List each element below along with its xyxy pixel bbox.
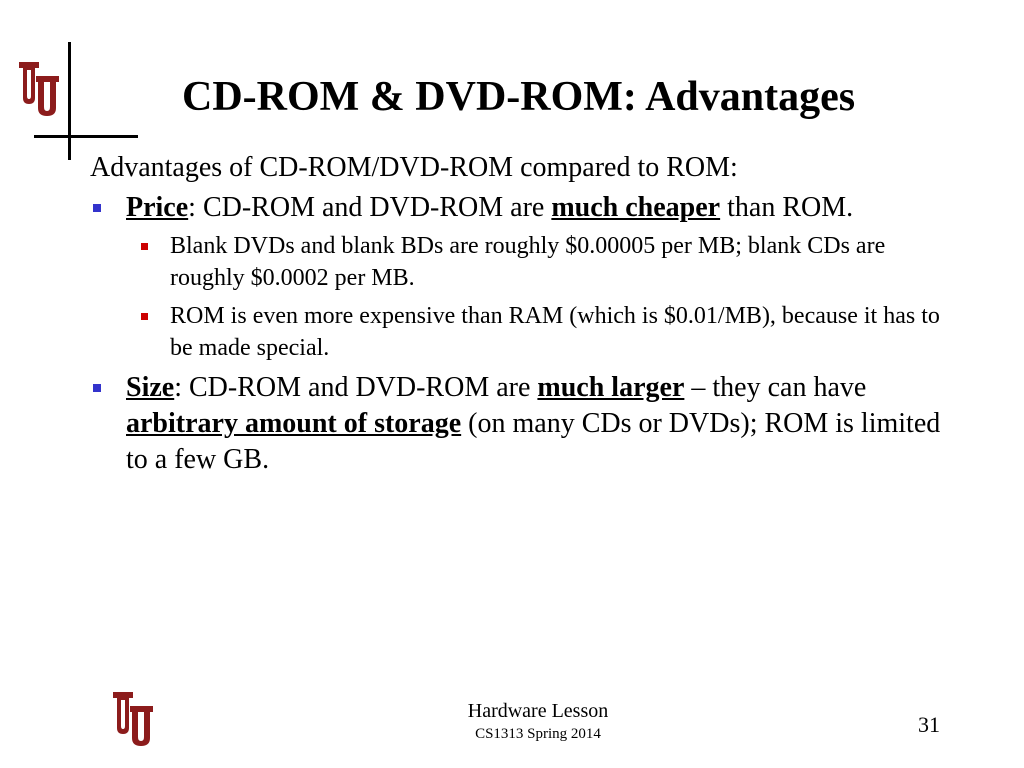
slide-title: CD-ROM & DVD-ROM: Advantages bbox=[182, 74, 856, 120]
footer-lesson: Hardware Lesson bbox=[467, 700, 609, 722]
bullet-size bbox=[90, 370, 950, 478]
sub-bullet-text: ROM is even more expensive than RAM (which is $0.01/MB), because it has to be made special. bbox=[170, 303, 940, 361]
emphasis-much-larger: much larger bbox=[537, 372, 685, 403]
title-divider-vertical bbox=[68, 42, 71, 160]
bullet-text: – they can have bbox=[684, 372, 867, 403]
footer-course: CS1313 Spring 2014 bbox=[475, 726, 601, 742]
sub-bullet-square-icon bbox=[141, 313, 148, 320]
bullet-text: than ROM. bbox=[720, 192, 854, 223]
bullet-text: : CD-ROM and DVD-ROM are bbox=[174, 372, 538, 403]
bullet-square-icon bbox=[93, 204, 101, 212]
keyword-size: Size bbox=[126, 372, 175, 403]
oklahoma-ou-logo-icon bbox=[16, 58, 62, 120]
bullet-text: : CD-ROM and DVD-ROM are bbox=[188, 192, 552, 223]
bullet-square-icon bbox=[93, 384, 101, 392]
emphasis-much-cheaper: much cheaper bbox=[551, 192, 721, 223]
page-number: 31 bbox=[918, 712, 940, 737]
oklahoma-ou-logo-icon bbox=[110, 688, 156, 750]
sub-bullet-square-icon bbox=[141, 243, 148, 250]
keyword-price: Price bbox=[126, 192, 189, 223]
title-divider-horizontal bbox=[34, 135, 138, 138]
bullet-text: (on many CDs or DVDs); ROM is limited to a few GB. bbox=[126, 408, 941, 475]
sub-bullet-rom-cost bbox=[90, 300, 950, 364]
emphasis-arbitrary-storage: arbitrary amount of storage bbox=[126, 408, 462, 439]
bullet-price bbox=[90, 190, 950, 226]
sub-bullet-text: Blank DVDs and blank BDs are roughly $0.00005 per MB; blank CDs are roughly $0.0002 per MB. bbox=[170, 233, 886, 291]
sub-bullet-blank-media-price bbox=[90, 230, 950, 294]
slide-content bbox=[90, 150, 950, 482]
intro-text: Advantages of CD-ROM/DVD-ROM compared to ROM: bbox=[90, 152, 738, 183]
